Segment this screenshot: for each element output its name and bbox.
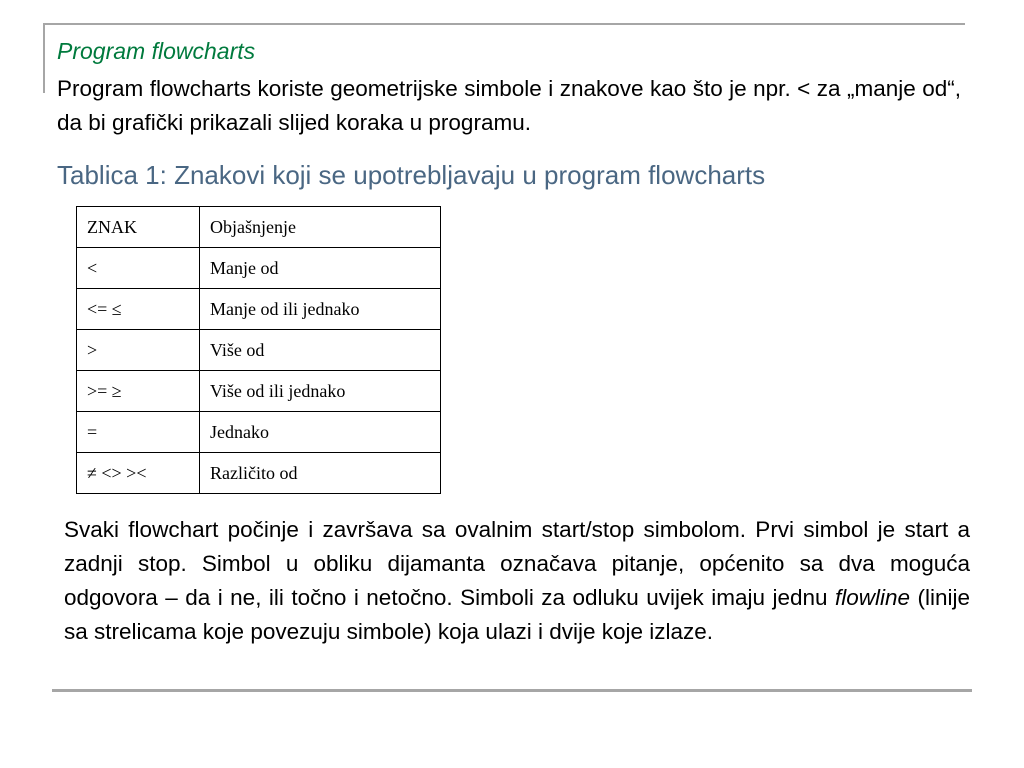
left-accent-bar — [43, 23, 45, 93]
sign-cell: > — [77, 330, 200, 371]
body-italic-term: flowline — [834, 585, 911, 610]
description-cell: Jednako — [200, 412, 441, 453]
signs-table — [76, 206, 441, 494]
table-row — [77, 412, 441, 453]
description-cell: Manje od ili jednako — [200, 289, 441, 330]
body-text-part: Svaki flowchart počinje i završava sa ovalnim start/stop simbolom. Prvi simbol je start a zadnji stop. Simbol u obliku dijamanta označava pitanje, općenito sa dva moguća odgovora – da i ne, ili točno i netočno. Simboli za odluku uvijek imaju jednu — [64, 517, 970, 610]
description-cell: Više od ili jednako — [200, 371, 441, 412]
description-cell: Različito od — [200, 453, 441, 494]
sign-cell: >= ≥ — [77, 371, 200, 412]
table-row — [77, 289, 441, 330]
table-caption: Tablica 1: Znakovi koji se upotrebljavaju u program flowcharts — [57, 160, 766, 190]
body-text-part: (linije sa strelicama koje povezuju simbole) koja ulazi i dvije koje izlaze. — [64, 585, 970, 644]
sign-cell: ≠ <> >< — [77, 453, 200, 494]
slide-subtitle: Program flowcharts — [57, 38, 256, 64]
sign-cell: < — [77, 248, 200, 289]
intro-paragraph: Program flowcharts koriste geometrijske simbole i znakove kao što je npr. < za „manje od“, da bi grafički prikazali slijed koraka u programu. — [57, 76, 961, 135]
table-row — [77, 453, 441, 494]
description-cell: Više od — [200, 330, 441, 371]
sign-cell: <= ≤ — [77, 289, 200, 330]
top-divider — [43, 23, 965, 25]
bottom-divider — [52, 689, 972, 692]
header-cell-description: Objašnjenje — [200, 207, 441, 248]
body-paragraph — [64, 513, 970, 649]
header-cell-sign: ZNAK — [77, 207, 200, 248]
table-row — [77, 248, 441, 289]
signs-table-container — [76, 206, 441, 494]
table-row — [77, 330, 441, 371]
table-header-row — [77, 207, 441, 248]
description-cell: Manje od — [200, 248, 441, 289]
table-row — [77, 371, 441, 412]
sign-cell: = — [77, 412, 200, 453]
